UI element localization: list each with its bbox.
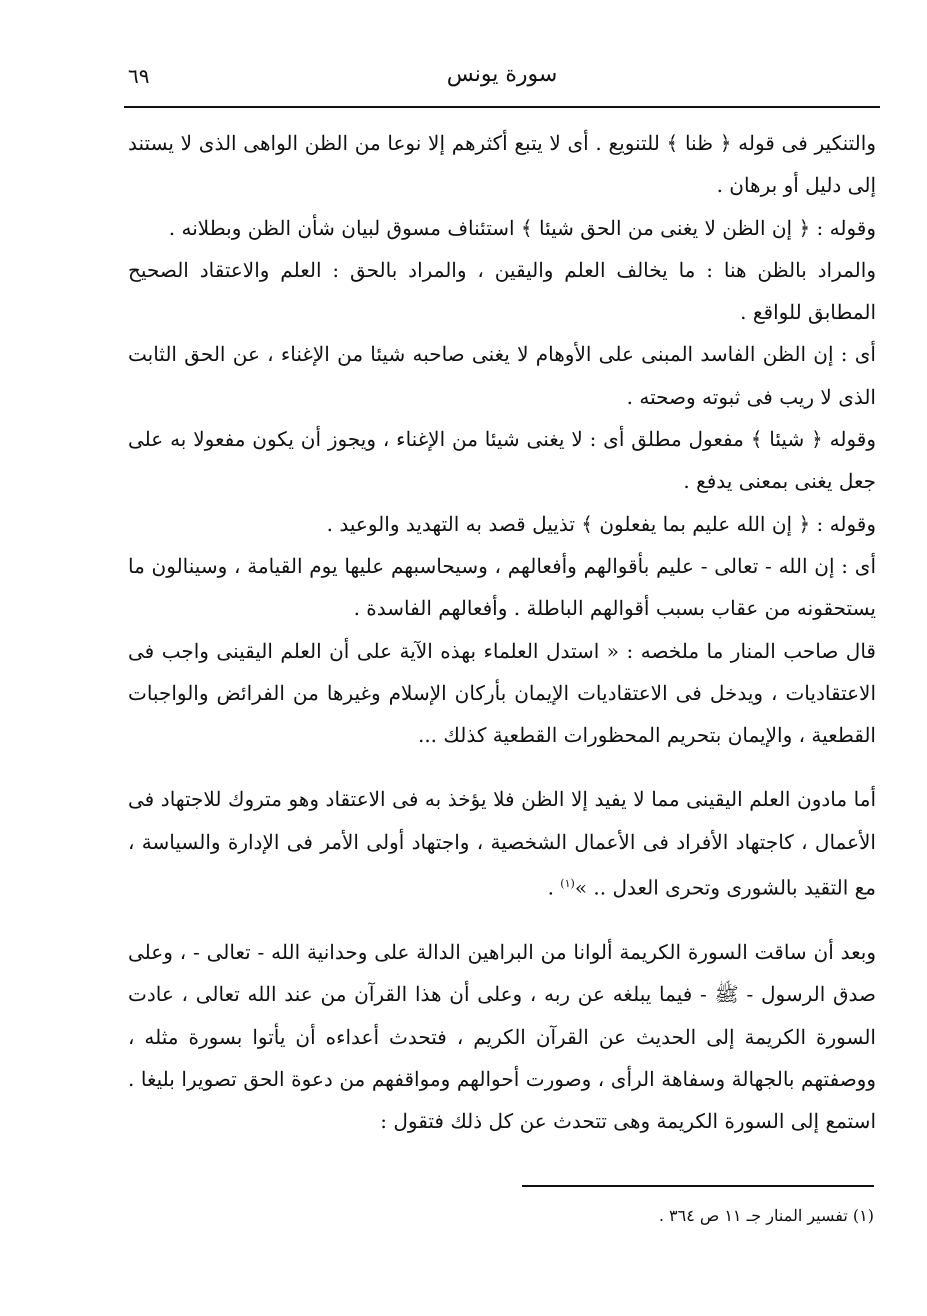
- paragraph: أى : إن الظن الفاسد المبنى على الأوهام لا يغنى صاحبه شيئا من الإغناء ، عن الحق الثابت الذى لا ريب فى ثبوته وصحته .: [128, 342, 876, 409]
- body-text: [128, 122, 876, 1142]
- page-header: [128, 58, 876, 98]
- paragraph: والمراد بالظن هنا : ما يخالف العلم واليقين ، والمراد بالحق : العلم والاعتقاد الصحيح المطابق للواقع .: [128, 257, 876, 325]
- paragraph: قال صاحب المنار ما ملخصه : « استدل العلماء بهذه الآية على أن العلم اليقينى واجب فى الاعتقاديات ، ويدخل فى الاعتقاديات الإيمان بأركان الإسلام وغيرها من الفرائض والواجبات القطعية ، والإيمان بتحريم المحظورات القطعية كذلك ...: [128, 638, 876, 748]
- footnote: (١) تفسير المنار جـ ١١ ص ٣٦٤ .: [658, 1206, 874, 1225]
- paragraph: وقوله : ﴿ إن الله عليم بما يفعلون ﴾ تذييل قصد به التهديد والوعيد .: [326, 511, 876, 536]
- paragraph-text: أما مادون العلم اليقينى مما لا يفيد إلا الظن فلا يؤخذ به فى الاعتقاد وهو متروك للاجتهاد فى الأعمال ، كاجتهاد الأفراد فى الأعمال الشخصية ، واجتهاد أولى الأمر فى الإدارة والسياسة ، مع التقيد بالشورى وتحرى العدل .. »: [128, 787, 876, 900]
- paragraph-quote-end: أما مادون العلم اليقينى مما لا يفيد إلا الظن فلا يؤخذ به فى الاعتقاد وهو متروك للاجتهاد فى الأعمال ، كاجتهاد الأفراد فى الأعمال الشخصية ، واجتهاد أولى الأمر فى الإدارة والسياسة ، مع التقيد بالشورى وتحرى العدل .. »$^{(١)}$ .: [128, 787, 876, 900]
- page-number: ٦٩: [128, 64, 150, 88]
- footnote-reference[interactable]: (١): [560, 877, 575, 891]
- paragraph: وقوله ﴿ شيئا ﴾ مفعول مطلق أى : لا يغنى شيئا من الإغناء ، ويجوز أن يكون مفعولا به على جعل يغنى بمعنى يدفع .: [128, 427, 876, 494]
- header-divider: [124, 106, 880, 108]
- surah-title: سورة يونس: [446, 62, 558, 87]
- paragraph: وبعد أن ساقت السورة الكريمة ألوانا من البراهين الدالة على وحدانية الله - تعالى - ، وعلى صدق الرسول - ﷺ - فيما يبلغه عن ربه ، وعلى أن هذا القرآن من عند الله تعالى ، عادت السورة الكريمة إلى الحديث عن القرآن الكريم ، فتحدث أعداءه أن يأتوا بسورة مثله ، ووصفتهم بالجهالة وسفاهة الرأى ، وصورت أحوالهم ومواقفهم من دعوة الحق تصويرا بليغا . استمع إلى السورة الكريمة وهى تتحدث عن كل ذلك فتقول :: [128, 940, 876, 1134]
- footnote-divider: [522, 1185, 874, 1187]
- paragraph: أى : إن الله - تعالى - عليم بأقوالهم وأفعالهم ، وسيحاسبهم عليها يوم القيامة ، وسينالون ما يستحقونه من عقاب بسبب أقوالهم الباطلة . وأفعالهم الفاسدة .: [128, 553, 876, 621]
- paragraph: وقوله : ﴿ إن الظن لا يغنى من الحق شيئا ﴾ استئناف مسوق لبيان شأن الظن وبطلانه .: [168, 215, 876, 240]
- paragraph: والتنكير فى قوله ﴿ ظنا ﴾ للتنويع . أى لا يتبع أكثرهم إلا نوعا من الظن الواهى الذى لا يستند إلى دليل أو برهان .: [128, 131, 876, 198]
